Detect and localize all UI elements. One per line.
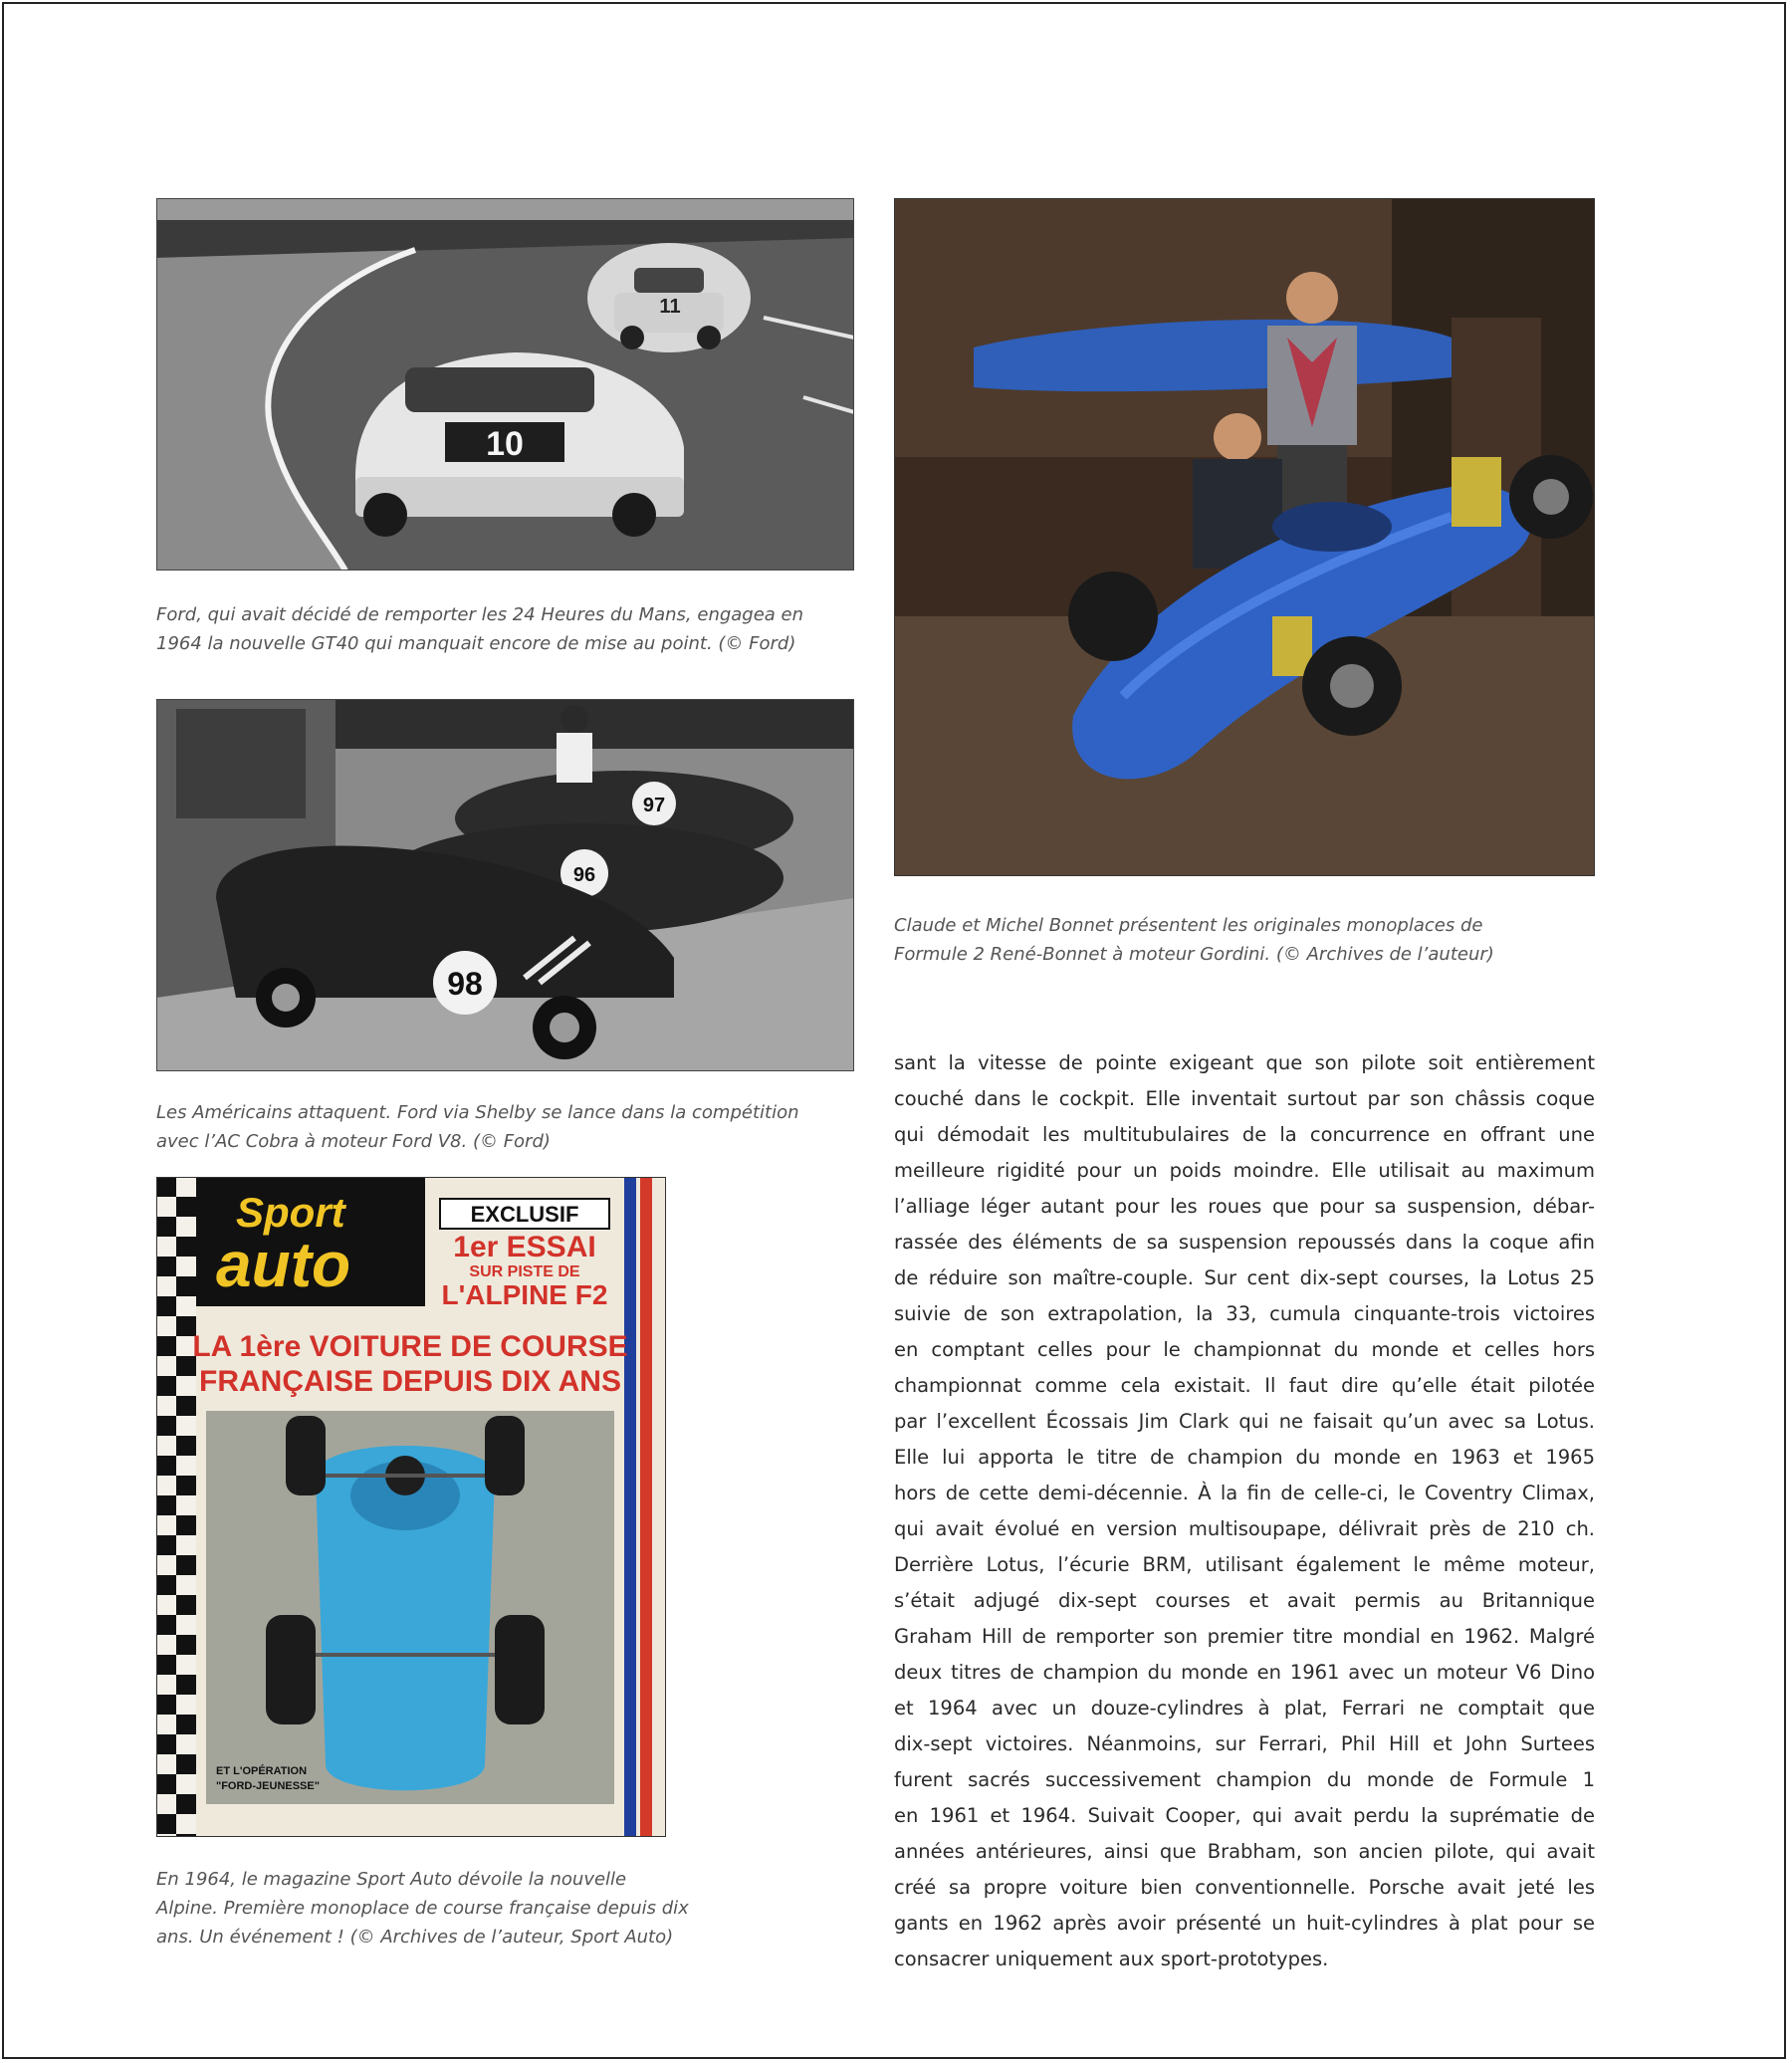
body-line: de réduire son maître-couple. Sur cent dix-sept courses, la Lotus 25 <box>894 1266 1595 1289</box>
caption-line: Formule 2 René-Bonnet à moteur Gordini. (© Archives de l’auteur) <box>894 944 1494 965</box>
body-line: furent sacrés successivement champion du monde de Formule 1 <box>894 1768 1595 1791</box>
caption-line: 1964 la nouvelle GT40 qui manquait encore de mise au point. (© Ford) <box>156 633 796 654</box>
cobra-number-3: 96 <box>572 864 596 886</box>
body-line: Graham Hill de remporter son premier titre mondial en 1962. Malgré <box>894 1625 1595 1648</box>
body-line: qui avait évolué en version multisoupape, délivrait près de 210 ch. <box>894 1517 1595 1540</box>
cobra-number: 98 <box>447 966 483 1002</box>
caption-line: Ford, qui avait décidé de remporter les 24 Heures du Mans, engagea en <box>156 604 804 625</box>
body-line: rassée des éléments de sa suspension repoussés dans la coque afin <box>894 1231 1595 1254</box>
body-line: l’alliage léger autant pour les roues que pour sa suspension, débar- <box>894 1195 1595 1218</box>
magazine-banner-1: LA 1ère VOITURE DE COURSE <box>192 1330 628 1363</box>
magazine-headline-2: SUR PISTE DE <box>469 1263 580 1280</box>
photo-ford-gt40 <box>156 198 854 571</box>
body-line: créé sa propre voiture bien conventionnelle. Porsche avait jeté les <box>894 1876 1595 1899</box>
magazine-headline-1: 1er ESSAI <box>453 1231 596 1263</box>
caption-ford-gt40 <box>156 600 803 658</box>
body-line: en 1961 et 1964. Suivait Cooper, qui avait perdu la suprématie de <box>894 1804 1595 1827</box>
magazine-cover-sport-auto <box>156 1177 666 1837</box>
cobra-number-2: 97 <box>642 795 666 816</box>
body-line: gants en 1962 après avoir présenté un huit-cylindres à plat pour se <box>894 1912 1595 1935</box>
magazine-logo-line1: Sport <box>236 1189 345 1236</box>
body-line: par l’excellent Écossais Jim Clark qui ne faisait qu’un avec sa Lotus. <box>894 1410 1595 1433</box>
body-line: dix-sept victoires. Néanmoins, sur Ferrari, Phil Hill et John Surtees <box>894 1732 1595 1755</box>
caption-sport-auto <box>156 1865 689 1951</box>
caption-line: En 1964, le magazine Sport Auto dévoile la nouvelle <box>156 1869 627 1890</box>
body-line: hors de cette demi-décennie. À la fin de celle-ci, le Coventry Climax, <box>894 1482 1595 1504</box>
body-line: championnat comme cela existait. Il faut dire qu’elle était pilotée <box>894 1374 1595 1397</box>
body-line: sant la vitesse de pointe exigeant que son pilote soit entièrement <box>894 1051 1595 1074</box>
caption-line: Claude et Michel Bonnet présentent les originales monoplaces de <box>894 915 1483 936</box>
body-line: couché dans le cockpit. Elle inventait surtout par son châssis coque <box>894 1087 1595 1110</box>
body-line: s’était adjugé dix-sept courses et avait permis au Britannique <box>894 1589 1595 1612</box>
photo-bonnet-f2 <box>894 198 1595 876</box>
body-line: Elle lui apporta le titre de champion du monde en 1963 et 1965 <box>894 1446 1595 1469</box>
magazine-headline-3: L'ALPINE F2 <box>441 1279 608 1310</box>
body-line: et 1964 avec un douze-cylindres à plat, Ferrari ne comptait que <box>894 1697 1595 1719</box>
body-line: qui démodait les multitubulaires de la concurrence en offrant une <box>894 1123 1595 1146</box>
body-line: consacrer uniquement aux sport-prototypes. <box>894 1948 1329 1970</box>
caption-line: avec l’AC Cobra à moteur Ford V8. (© Ford) <box>156 1131 551 1152</box>
body-line: Derrière Lotus, l’écurie BRM, utilisant également le même moteur, <box>894 1553 1595 1576</box>
body-line: années antérieures, ainsi que Brabham, son ancien pilote, qui avait <box>894 1840 1595 1863</box>
caption-bonnet-f2 <box>894 911 1494 969</box>
magazine-footer-1: ET L'OPÉRATION <box>216 1765 308 1777</box>
magazine-logo-line2: auto <box>216 1229 351 1300</box>
svg-text:11: 11 <box>659 296 681 318</box>
magazine-tag: EXCLUSIF <box>470 1202 579 1227</box>
gt40-number: 10 <box>486 425 524 463</box>
photo-ac-cobra <box>156 699 854 1071</box>
caption-ac-cobra <box>156 1098 799 1156</box>
caption-line: ans. Un événement ! (© Archives de l’auteur, Sport Auto) <box>156 1927 674 1948</box>
caption-line: Les Américains attaquent. Ford via Shelby se lance dans la compétition <box>156 1102 799 1123</box>
magazine-banner-2: FRANÇAISE DEPUIS DIX ANS <box>199 1365 621 1398</box>
caption-line: Alpine. Première monoplace de course française depuis dix <box>156 1898 689 1919</box>
magazine-footer-2: "FORD-JEUNESSE" <box>216 1780 320 1792</box>
body-line: suivie de son extrapolation, la 33, cumula cinquante-trois victoires <box>894 1302 1595 1325</box>
body-line: deux titres de champion du monde en 1961 avec un moteur V6 Dino <box>894 1661 1595 1684</box>
body-text <box>894 1045 1595 1977</box>
body-line: en comptant celles pour le championnat du monde et celles hors <box>894 1338 1595 1361</box>
body-line: meilleure rigidité pour un poids moindre. Elle utilisait au maximum <box>894 1159 1595 1182</box>
